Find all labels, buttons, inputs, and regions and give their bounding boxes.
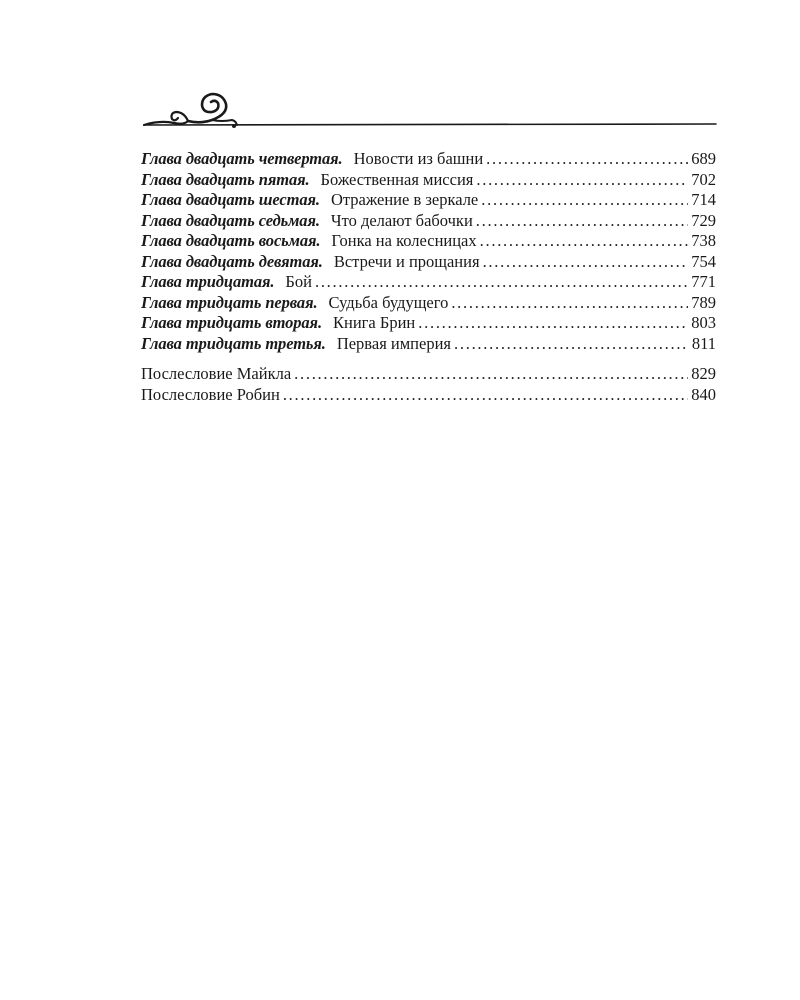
dot-leader	[283, 385, 688, 406]
toc-entry[interactable]	[141, 211, 716, 232]
page-number: 789	[691, 292, 716, 312]
ornament-dot	[232, 124, 236, 128]
chapter-number: Глава двадцать восьмая.	[141, 231, 321, 250]
toc-entry-afterword[interactable]	[141, 364, 716, 385]
dot-leader	[451, 293, 688, 314]
table-of-contents	[141, 149, 716, 405]
page-number: 829	[691, 364, 716, 383]
chapter-title: Божественная миссия	[320, 169, 474, 189]
page-number: 811	[691, 333, 716, 353]
section-spacer	[141, 354, 716, 364]
page-number: 771	[691, 272, 716, 291]
toc-entry[interactable]	[141, 272, 716, 293]
header-ornament	[140, 88, 720, 130]
chapter-title: Судьба будущего	[328, 292, 449, 312]
chapter-title: Отражение в зеркале	[330, 190, 479, 209]
dot-leader	[481, 190, 688, 211]
chapter-title: Книга Брин	[332, 313, 416, 332]
chapter-title: Что делают бабочки	[330, 210, 473, 230]
afterword-title: Послесловие Робин	[141, 384, 280, 404]
afterword-title: Послесловие Майкла	[141, 364, 292, 383]
page-number: 714	[691, 190, 716, 209]
dot-leader	[454, 334, 689, 355]
page-number: 738	[691, 231, 716, 250]
chapter-number: Глава тридцать вторая.	[141, 313, 322, 332]
dot-leader	[476, 170, 688, 191]
page-number: 702	[691, 169, 716, 189]
chapter-number: Глава двадцать седьмая.	[141, 210, 320, 230]
page-number: 803	[691, 313, 716, 332]
toc-entry[interactable]	[141, 170, 716, 191]
toc-entry[interactable]	[141, 313, 716, 334]
chapter-title: Новости из башни	[353, 149, 484, 168]
chapter-number: Глава тридцать третья.	[141, 333, 326, 353]
dot-leader	[476, 211, 688, 232]
dot-leader	[315, 272, 688, 293]
chapter-title: Гонка на колесницах	[331, 231, 477, 250]
page-number: 754	[691, 251, 716, 271]
chapter-number: Глава двадцать пятая.	[141, 169, 310, 189]
swirl-ornament-icon	[144, 94, 716, 125]
chapter-number: Глава двадцать четвертая.	[141, 149, 343, 168]
toc-entry[interactable]	[141, 252, 716, 273]
toc-entry[interactable]	[141, 190, 716, 211]
dot-leader	[486, 149, 688, 170]
page-number: 840	[691, 384, 716, 404]
dot-leader	[418, 313, 688, 334]
toc-entry-afterword[interactable]	[141, 385, 716, 406]
toc-entry[interactable]	[141, 231, 716, 252]
chapter-number: Глава тридцать первая.	[141, 292, 318, 312]
toc-entry[interactable]	[141, 149, 716, 170]
page-number: 689	[691, 149, 716, 168]
chapter-number: Глава двадцать шестая.	[141, 190, 320, 209]
chapter-title: Встречи и прощания	[333, 251, 480, 271]
chapter-title: Первая империя	[336, 333, 452, 353]
page-number: 729	[691, 210, 716, 230]
dot-leader	[483, 252, 689, 273]
toc-entry[interactable]	[141, 334, 716, 355]
chapter-number: Глава двадцать девятая.	[141, 251, 323, 271]
chapter-title: Бой	[285, 272, 312, 291]
dot-leader	[480, 231, 689, 252]
dot-leader	[294, 364, 688, 385]
chapter-number: Глава тридцатая.	[141, 272, 275, 291]
toc-entry[interactable]	[141, 293, 716, 314]
